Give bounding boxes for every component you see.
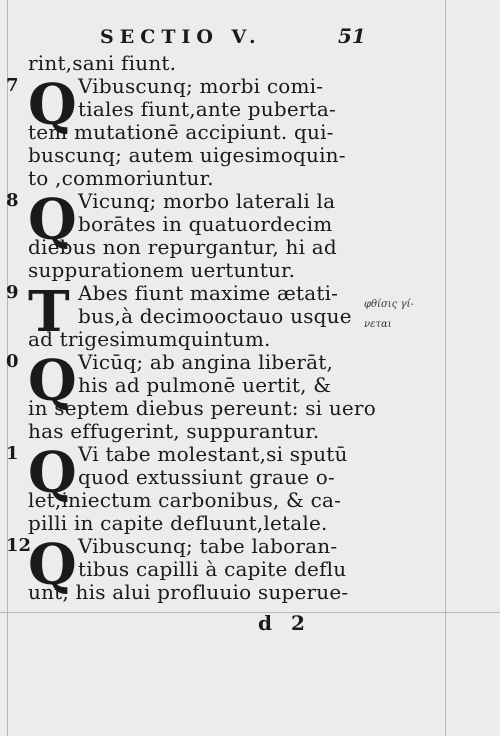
text-line: diebus non repurgantur, hi ad: [28, 235, 337, 259]
aphorism-7: [6, 72, 358, 190]
text-line: buscunq; autem uigesimoquin-: [28, 143, 346, 167]
text-line: Vicunq; morbo laterali la: [78, 189, 336, 213]
aphorism-8: [6, 187, 358, 282]
signature-mark: d 2: [258, 611, 311, 635]
marginal-note: [364, 295, 474, 335]
aphorism-number: 8: [6, 190, 19, 211]
text-line: ad trigesimumquintum.: [28, 327, 271, 351]
text-line: tibus capilli à capite deflu: [78, 557, 347, 581]
running-head: SECTIO V.: [100, 26, 262, 48]
text-line: let,iniectum carbonibus, & ca-: [28, 488, 342, 512]
text-line: tem mutationē accipiunt. qui-: [28, 120, 334, 144]
text-line: to ,commoriuntur.: [28, 166, 214, 190]
drop-cap-initial: Q: [28, 532, 77, 598]
drop-cap-initial: Q: [28, 348, 77, 414]
text-line: tiales fiunt,ante puberta-: [78, 97, 337, 121]
carryover-line: rint,sani fiunt.: [28, 51, 177, 75]
aphorism-number: 1: [6, 443, 19, 464]
text-block: [6, 51, 376, 604]
text-line: his ad pulmonē uertit, &: [78, 373, 332, 397]
aphorism-11: [6, 440, 358, 535]
text-line: quod extussiunt graue o-: [78, 465, 335, 489]
drop-cap-initial: Q: [28, 187, 77, 253]
aphorism-9: [6, 279, 358, 351]
page-number: 51: [338, 24, 366, 48]
text-line: Vi tabe molestant,si sputū: [78, 442, 348, 466]
text-line: pilli in capite defluunt,letale.: [28, 511, 328, 535]
text-line: unt, his alui profluuio superue-: [28, 580, 349, 604]
text-line: Vibuscunq; tabe laboran-: [78, 534, 338, 558]
text-line: borātes in quatuordecim: [78, 212, 333, 236]
aphorism-number: 9: [6, 282, 19, 303]
aphorism-number: 0: [6, 351, 19, 372]
text-line: Vibuscunq; morbi comi-: [78, 74, 324, 98]
aphorism-10: [6, 348, 376, 443]
drop-cap-initial: Q: [28, 72, 77, 138]
text-line: bus,à decimooctauo usque: [78, 304, 352, 328]
text-line: in septem diebus pereunt: si uero: [28, 396, 376, 420]
drop-cap-initial: Q: [28, 440, 77, 506]
text-line: Vicūq; ab angina liberāt,: [78, 350, 334, 374]
text-line: Abes fiunt maxime ætati-: [78, 281, 339, 305]
drop-cap-initial: T: [28, 279, 70, 345]
page-edge-right: [445, 0, 446, 736]
page-header: [0, 22, 500, 48]
page-edge-bottom: [0, 612, 500, 613]
marginal-note-line: φθίσις γί-: [364, 299, 414, 310]
text-line: suppurationem uertuntur.: [28, 258, 296, 282]
aphorism-12: [6, 532, 358, 604]
aphorism-number: 7: [6, 75, 19, 96]
text-line: has effugerint, suppurantur.: [28, 419, 320, 443]
aphorism-number: 12: [6, 535, 32, 556]
marginal-note-line: νεται: [364, 319, 392, 330]
